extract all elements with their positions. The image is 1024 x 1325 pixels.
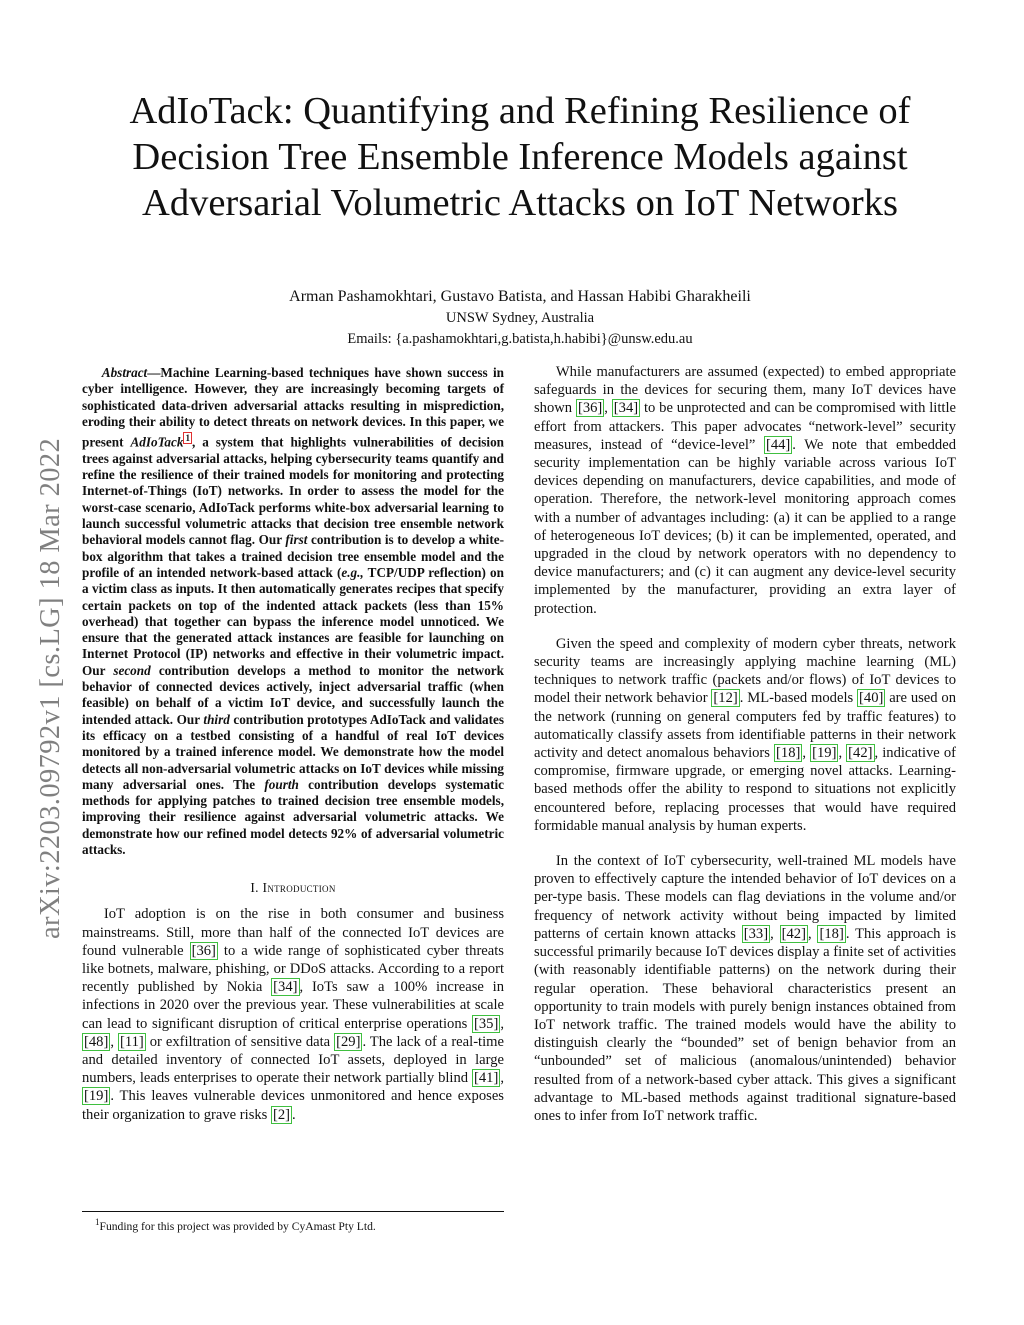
- citation-link[interactable]: [29]: [336, 1033, 361, 1050]
- right-column: [534, 363, 956, 1125]
- body-paragraph: In the context of IoT cybersecurity, well-trained ML models have proven to effectively capture the intended behavior of IoT devices on a per-type basis. These models can flag deviations in the volume and/or frequency of network activity without being impacted by limited patterns of certain known attacks [33] , [42] , [18] . This approach is successful primarily because IoT devices display a finite set of activities (with reasonably identifiable patterns) on the network during their regular operation. These behavioral characteristics present an opportunity to train models with purely benign instances obtained from IoT network traffic. The trained models would have the ability to distinguish clearly the “bounded” set of benign behavior from an “unbounded” set of malicious (anomalous/unintended) behavior resulted from of a network-based cyber attack. This gives a significant advantage to ML-based methods against traditional signature-based ones to infer from IoT network traffic.: [534, 853, 957, 1124]
- citation-link[interactable]: [2]: [273, 1106, 291, 1123]
- body-paragraph: Given the speed and complexity of modern cyber threats, network security teams are increasingly applying machine learning (ML) techniques to network traffic (packets and/or flows) of IoT devices to model their network behavior [12] . ML-based models [40] are used on the network (running on general computers fed by traffic features) to automatically classify assets from identifiable patterns in their network activity and detect anomalous behaviors [18] , [19] , [42] , indicative of compromise, firmware upgrade, or emerging novel attacks. Learning-based methods offer the ability to respond to situations not explicitly encountered before, replacing processes that would have required formidable manual analysis by human experts.: [534, 635, 957, 834]
- arxiv-watermark: arXiv:2203.09792v1 [cs.LG] 18 Mar 2022: [35, 437, 66, 939]
- citation-link[interactable]: [35]: [474, 1015, 499, 1032]
- citation-link[interactable]: [48]: [84, 1033, 109, 1050]
- citation-link[interactable]: [11]: [119, 1033, 144, 1050]
- citation-link[interactable]: [33]: [743, 925, 769, 942]
- abstract-label: Abstract: [101, 365, 148, 380]
- citation-link[interactable]: [41]: [474, 1070, 499, 1087]
- section-heading-introduction: I. Introduction: [250, 880, 336, 896]
- intro-paragraph: IoT adoption is on the rise in both consumer and business mainstreams. Still, more than half of the connected IoT devices are found vulnerable [36] to a wide range of sophisticated cyber threats like botnets, malware, phishing, or DDoS attacks. According to a report recently published by Nokia [34] , IoTs saw a 100% increase in infections in 2020 over the previous year. These vulnerabilities at scale can lead to significant disruption of critical enterprise operations [35] , [48] , [11] or exfiltration of sensitive data [29] . The lack of a real-time and detailed inventory of connected IoT assets, deployed in large numbers, leads enterprises to operate their network partially blind [41] , [19] . This leaves vulnerable devices unmonitored and hence exposes their organization to grave risks [2] .: [82, 906, 504, 1123]
- footnote-rule: [82, 1211, 504, 1212]
- author-emails: Emails: {a.pashamokhtari,g.batista,h.habibi}@unsw.edu.au: [347, 331, 693, 347]
- citation-link[interactable]: [44]: [765, 436, 791, 453]
- body-paragraph: While manufacturers are assumed (expected) to embed appropriate safeguards in the devices for securing them, many IoT devices have shown [36] , [34] to be unprotected and can be compromised with little effort from attackers. This paper advocates “network-level” security measures, instead of “device-level” [44] . We note that embedded security implementation can be highly variable across various IoT devices depending on manufacturers, device capabilities, and mode of operation. Therefore, the network-level monitoring approach comes with a number of advantages including: (a) it can be applied to a range of heterogeneous IoT devices; (b) it can be implemented, operated, and upgraded in the cloud by network operators with no dependency to device manufacturers; and (c) it can augment any device-level security implemented by the manufacturer, providing an extra layer of protection.: [534, 364, 957, 617]
- footnote-ref[interactable]: 1: [185, 433, 190, 444]
- system-name: AdIoTack: [130, 434, 184, 450]
- left-column: [82, 365, 504, 1124]
- abstract: Abstract—Machine Learning-based techniques have shown success in cyber intelligence. However, they are increasingly becoming targets of sophisticated data-driven adversarial attacks resulting in misprediction, eroding their ability to detect threats on network devices. In this paper, we present AdIoTack $^1$ , a system that highlights vulnerabilities of decision trees against adversarial attacks, helping cybersecurity teams quantify and refine the resilience of their trained models for monitoring and protecting Internet-of-Things (IoT) networks. In order to assess the model for the worst-case scenario, AdIoTack performs white-box adversarial learning to launch successful volumetric attacks that decision tree ensemble network behavioral models cannot flag. Our first contribution is to develop a white-box algorithm that takes a trained decision tree ensemble model and the profile of an intended network-based attack (e.g., TCP/UDP reflection) on a victim class as inputs. It then automatically generates recipes that specify certain packets on top of the indented attack packets (less than 15% overhead) that together can bypass the inference model unnoticed. We ensure that the generated attack instances are feasible for launching on Internet Protocol (IP) networks and effective in their volumetric impact. Our second contribution develops a method to monitor the network behavior of connected devices actively, inject adversarial traffic (when feasible) on behalf of a victim IoT device, and successfully launch the intended attack. Our third contribution prototypes AdIoTack and validates its efficacy on a testbed consisting of a handful of real IoT devices monitored by a trained inference model. We demonstrate how the model detects all non-adversarial volumetric attacks on IoT devices while missing many adversarial ones. The fourth contribution develops systematic methods for applying patches to trained decision tree ensemble models, improving their resilience against adversarial volumetric attacks. We demonstrate how our refined model detects 92% of adversarial volumetric attacks.: [82, 365, 505, 857]
- citation-link[interactable]: [19]: [84, 1088, 109, 1105]
- citation-link[interactable]: [36]: [191, 942, 216, 959]
- paper-title: AdIoTack: Quantifying and Refining Resilience of Decision Tree Ensemble Inference Models against Adversarial Volumetric Attacks on IoT Networks: [129, 90, 911, 224]
- citation-link[interactable]: [18]: [819, 925, 844, 942]
- citation-link[interactable]: [42]: [848, 745, 873, 762]
- citation-link[interactable]: [18]: [776, 745, 801, 762]
- affiliation: UNSW Sydney, Australia: [445, 310, 595, 326]
- citation-link[interactable]: [12]: [713, 690, 738, 707]
- author-list: Arman Pashamokhtari, Gustavo Batista, and Hassan Habibi Gharakheili: [289, 288, 751, 305]
- citation-link[interactable]: [34]: [613, 400, 639, 417]
- citation-link[interactable]: [19]: [812, 745, 837, 762]
- citation-link[interactable]: [34]: [273, 979, 298, 996]
- footnote: $^1$Funding for this project was provided by CyAmast Pty Ltd.: [95, 1217, 376, 1233]
- citation-link[interactable]: [40]: [859, 690, 884, 707]
- citation-link[interactable]: [36]: [577, 400, 603, 417]
- citation-link[interactable]: [42]: [781, 925, 806, 942]
